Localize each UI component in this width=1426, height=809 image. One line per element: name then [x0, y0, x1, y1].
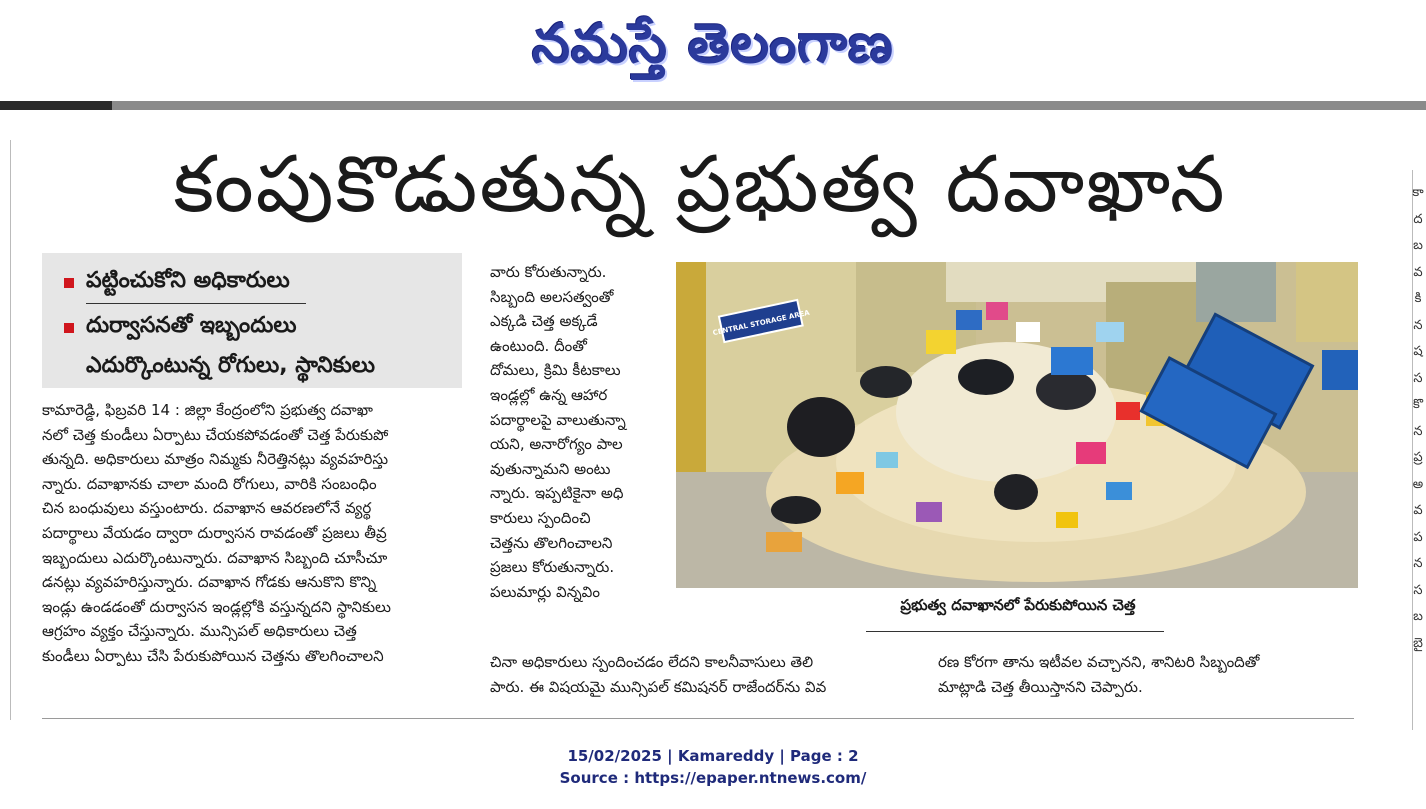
body-line: పదార్థాలపై వాలుతున్నా: [490, 410, 626, 429]
body-line: నలో చెత్త కుండీలు ఏర్పాటు చేయకపోవడంతో చెత్త పేరుకుపో: [42, 425, 389, 444]
body-line: చిన బంధువులు వస్తుంటారు. దవాఖాన ఆవరణలోనే వ్యర్థ: [42, 499, 372, 518]
body-line: తున్నది. అధికారులు మాత్రం నిమ్మకు నీరెత్తినట్లు వ్యవహరిస్తు: [42, 450, 389, 469]
strip-char: ప్ర: [1413, 450, 1423, 465]
strip-char: అ: [1412, 476, 1424, 492]
strip-char: న: [1413, 317, 1423, 333]
body-line: చినా అధికారులు స్పందించడం లేదని కాలనీవాసులు తెలి: [490, 653, 814, 671]
garbage-photo-illustration: [676, 262, 1358, 588]
article-bottom-rule: [42, 718, 1354, 719]
body-line: కారులు స్పందించి: [490, 508, 591, 527]
adjacent-article-strip: [1410, 180, 1426, 740]
subhead-text: దుర్వాసనతో ఇబ్బందులు: [86, 313, 297, 338]
body-line: పారు. ఈ విషయమై మున్సిపల్ కమిషనర్ రాజేందర్‌ను వివ: [490, 677, 827, 696]
body-line: ఇండ్లు ఉండడంతో దుర్వాసన ఇండ్లల్లోకి వస్తున్నదని స్థానికులు: [42, 597, 391, 616]
newspaper-logo: నమస్తే తెలంగాణ: [532, 11, 894, 75]
body-line: దోమలు, క్రిమి కీటకాలు: [490, 361, 621, 380]
strip-char: ష: [1413, 344, 1423, 359]
strip-char: న: [1413, 556, 1423, 571]
subhead-underline: [86, 303, 306, 304]
strip-char: బ: [1413, 609, 1423, 624]
body-line: ప్రజలు కోరుతున్నారు.: [490, 558, 615, 577]
strip-char: కొ: [1412, 397, 1424, 412]
caption-underline: [866, 631, 1164, 632]
strip-char: బ: [1413, 238, 1423, 253]
strip-char: న: [1413, 423, 1423, 439]
body-line: ఇండ్లల్లో ఉన్న ఆహార: [490, 385, 608, 404]
body-line: ఎక్కడి చెత్త అక్కడే: [490, 312, 598, 331]
body-line: వుతున్నామని అంటు: [490, 459, 611, 478]
body-line: యని, అనారోగ్యం పాల: [490, 435, 623, 454]
body-line: పదార్థాలు వేయడం ద్వారా దుర్వాసన రావడంతో ప్రజలు తీవ్ర: [42, 523, 387, 542]
storage-area-sign: CENTRAL STORAGE AREA: [712, 308, 811, 338]
strip-char: ద: [1413, 211, 1423, 227]
article-body-bottom-mid: [490, 650, 910, 699]
subhead-continuation: ఎదుర్కొంటున్న రోగులు, స్థానికులు: [86, 353, 376, 378]
body-line: చెత్తను తొలగించాలని: [490, 533, 613, 552]
footer-source: Source : https://epaper.ntnews.com/: [559, 769, 867, 787]
body-line: డనట్లు వ్యవహరిస్తున్నారు. దవాఖాన గోడకు ఆనుకొని కొన్ని: [42, 573, 377, 592]
strip-char: ప: [1413, 529, 1423, 545]
strip-char: కా: [1412, 185, 1424, 200]
body-line: న్నారు. దవాఖానకు చాలా మంది రోగులు, వారికి సంబంధిం: [42, 474, 377, 493]
footer-info: [0, 745, 1426, 789]
body-line: ఉంటుంది. దీంతో: [490, 336, 587, 355]
strip-char: వ: [1413, 264, 1423, 280]
body-line: న్నారు. ఇప్పటికైనా అధి: [490, 484, 624, 503]
article-body-mid-column: [490, 260, 660, 604]
strip-char: స: [1413, 370, 1423, 386]
body-line: రణ కోరగా తాను ఇటీవల వచ్చానని, శానిటరి సిబ్బందితో: [938, 653, 1260, 671]
body-line: సిబ్బంది అలసత్వంతో: [490, 287, 614, 306]
body-line: ఆగ్రహం వ్యక్తం చేస్తున్నారు. మున్సిపల్ అధికారులు చెత్త: [42, 622, 357, 641]
body-line: వారు కోరుతున్నారు.: [490, 263, 607, 281]
masthead-rule-grey: [112, 101, 1426, 110]
subhead-bullet-1: [86, 263, 448, 303]
photo-caption: ప్రభుత్వ దవాఖానలో పేరుకుపోయిన చెత్త: [900, 596, 1136, 614]
body-line: కుండీలు ఏర్పాటు చేసి పేరుకుపోయిన చెత్తను తొలగించాలని: [42, 646, 384, 665]
body-line: పలుమార్లు విన్నవిం: [490, 582, 600, 601]
strip-char: కి: [1414, 291, 1422, 306]
article-photo-garbage-pile: [676, 262, 1358, 588]
subhead-box: [42, 253, 462, 388]
masthead: [0, 0, 1426, 100]
red-square-bullet-icon: [64, 278, 74, 288]
strip-char: వ: [1413, 503, 1423, 518]
column-divider-left: [10, 140, 11, 720]
body-line: మాట్లాడి చెత్త తీయిస్తానని చెప్పారు.: [938, 677, 1143, 696]
strip-char: స: [1413, 582, 1423, 598]
article-body-bottom-right: [938, 650, 1366, 699]
subhead-text: పట్టించుకోని అధికారులు: [86, 268, 290, 293]
footer-date-page: 15/02/2025 | Kamareddy | Page : 2: [567, 747, 859, 765]
subhead-bullet-2: [86, 308, 448, 348]
strip-char: బై: [1413, 635, 1423, 651]
red-square-bullet-icon: [64, 323, 74, 333]
article-body-left-column: [42, 398, 464, 669]
article-headline: కంపుకొడుతున్న ప్రభుత్వ దవాఖాన: [173, 140, 1227, 230]
body-line: ఇబ్బందులు ఎదుర్కొంటున్నారు. దవాఖాన సిబ్బంది చూసీచూ: [42, 548, 388, 567]
body-line: కామారెడ్డి, ఫిబ్రవరి 14 : జిల్లా కేంద్రంలోని ప్రభుత్వ దవాఖా: [42, 401, 373, 419]
masthead-rule-dark: [0, 101, 112, 110]
